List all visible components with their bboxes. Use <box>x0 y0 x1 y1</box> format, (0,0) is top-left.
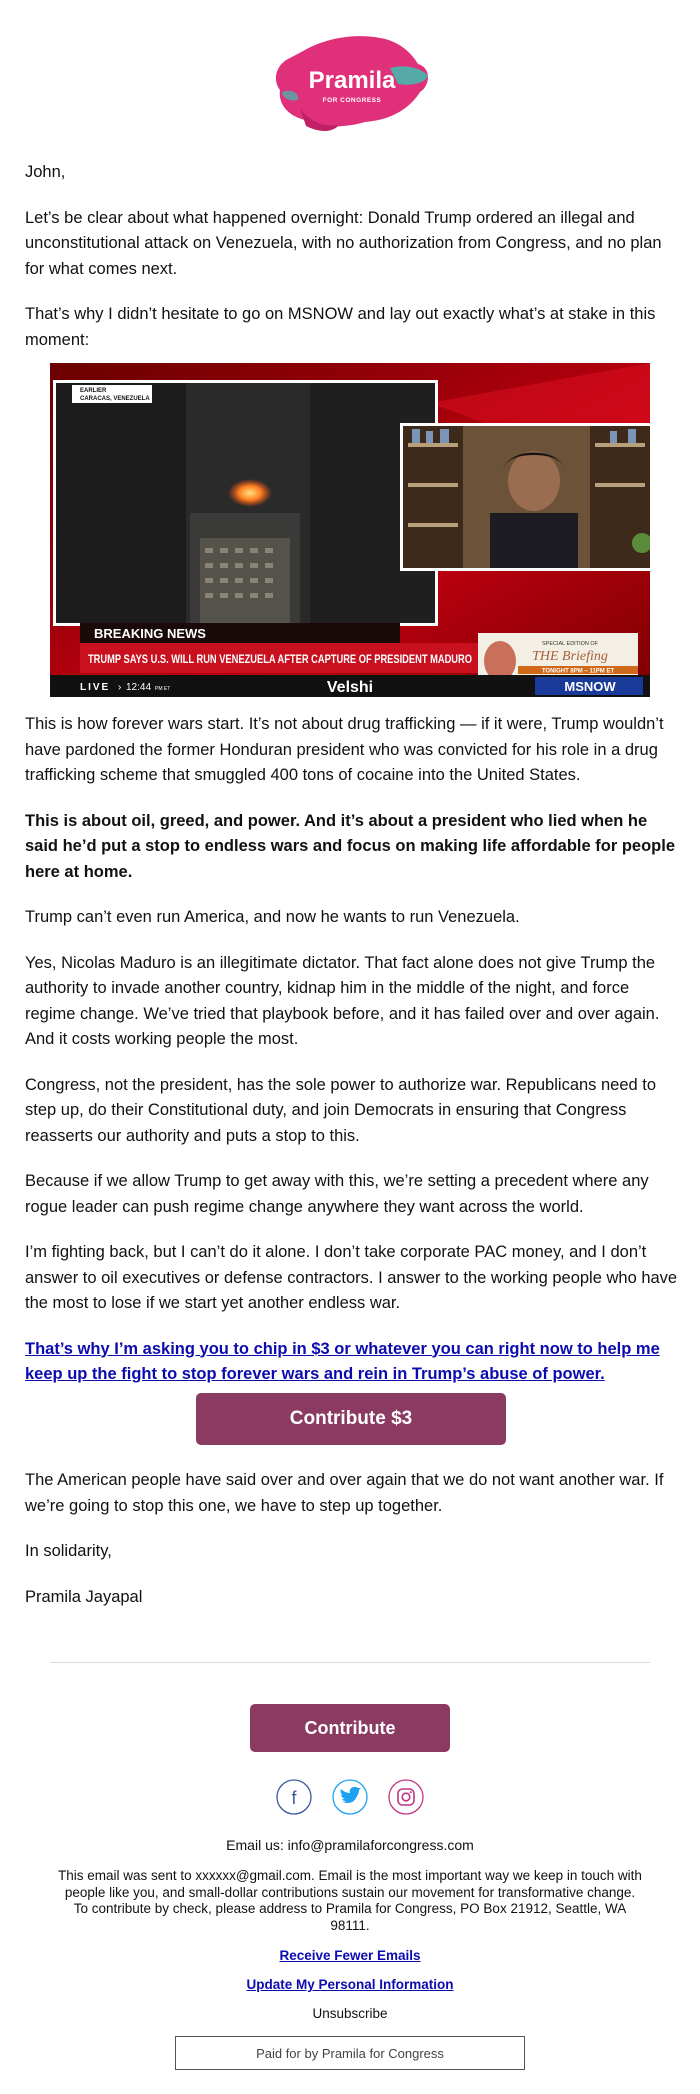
show-name: Velshi <box>326 679 374 696</box>
breaking-news-label: BREAKING NEWS <box>94 626 206 641</box>
instagram-icon[interactable] <box>389 1780 423 1814</box>
update-info-link[interactable]: Update My Personal Information <box>246 1977 454 1992</box>
facebook-icon[interactable] <box>277 1780 311 1814</box>
twitter-icon[interactable] <box>333 1780 367 1814</box>
logo-tagline: FOR CONGRESS <box>322 97 382 104</box>
paragraph-6: Yes, Nicolas Maduro is an illegitimate dictator. That fact alone does not give Trump the authority to invade another country, kidnap him in the middle of the night, and force regime change. We’ve tried that playbook before, and it has failed over and over again. And it costs working people the most. <box>25 953 660 1048</box>
paragraph-5: Trump can’t even run America, and now he wants to run Venezuela. <box>25 908 520 926</box>
logo-name: Pramila <box>308 67 396 94</box>
promo-top: SPECIAL EDITION OF <box>541 641 599 647</box>
svg-text:f: f <box>291 1788 297 1808</box>
paragraph-4: This is about oil, greed, and power. And it’s about a president who lied when he said he’d put a stop to endless wars and focus on making life affordable for people here at home. <box>25 811 676 881</box>
paragraph-10: The American people have said over and over again that we do not want another war. If we’re going to stop this one, we have to step up together. <box>25 1471 664 1515</box>
network-logo: MSNOW <box>564 679 616 694</box>
paragraph-2: That’s why I didn’t hesitate to go on MSNOW and lay out exactly what’s at stake in this moment: <box>25 305 656 349</box>
live-time-suffix: PM ET <box>155 686 171 692</box>
paragraph-7: Congress, not the president, has the sole power to authorize war. Republicans need to step up, do their Constitutional duty, and join Democrats in ensuring that Congress reasserts our authority and puts a stop to this. <box>25 1075 657 1145</box>
signature: Pramila Jayapal <box>25 1587 143 1606</box>
email-body <box>25 712 680 1408</box>
donate-link[interactable]: That’s why I’m asking you to chip in $3 or whatever you can right now to help me keep up the fight to stop forever wars and rein in Trump’s abuse of power. <box>25 1339 660 1383</box>
footer-divider <box>50 1662 650 1663</box>
location-label-2: CARACAS, VENEZUELA <box>80 396 150 402</box>
contact-email: Email us: info@pramilaforcongress.com <box>226 1837 474 1853</box>
msnow-broadcast-still <box>50 363 650 697</box>
promo-show: THE Briefing <box>532 649 608 664</box>
contribute-3-button[interactable]: Contribute $3 <box>196 1393 506 1445</box>
promo-time: TONIGHT 8PM – 11PM ET <box>541 668 615 675</box>
paragraph-1: Let’s be clear about what happened overnight: Donald Trump ordered an illegal and unconstitutional attack on Venezuela, with no authorization from Congress, and no plan for what comes next. <box>25 208 662 278</box>
paragraph-8: Because if we allow Trump to get away with this, we’re setting a precedent where any rogue leader can push regime change anywhere they want across the world. <box>25 1172 649 1216</box>
email-intro <box>25 160 680 373</box>
live-time: 12:44 <box>126 682 152 693</box>
social-links <box>0 1777 700 1817</box>
email-closing <box>25 1468 680 1630</box>
video-thumbnail[interactable] <box>50 363 650 697</box>
live-arrow-icon: › <box>118 682 122 693</box>
signoff: In solidarity, <box>25 1542 112 1560</box>
headline-ticker: TRUMP SAYS U.S. WILL RUN VENEZUELA AFTER CAPTURE OF PRESIDENT MADURO <box>88 654 473 666</box>
paragraph-3: This is how forever wars start. It’s not about drug trafficking — if it were, Trump wouldn’t have pardoned the former Honduran president who was convicted for his role in a drug trafficking scheme that smuggled 400 tons of cocaine into the United States. <box>25 715 664 784</box>
paid-for-disclaimer: Paid for by Pramila for Congress <box>175 2036 525 2070</box>
footer-disclaimer: This email was sent to xxxxxx@gmail.com. Email is the most important way we keep in touch with people like you, and small-dollar contributions sustain our movement for transformative change. To contribute by check, please address to Pramila for Congress, PO Box 21912, Seattle, WA 98111. <box>58 1868 642 1933</box>
paragraph-9: I’m fighting back, but I can’t do it alone. I don’t take corporate PAC money, and I don’t answer to oil executives or defense contractors. I answer to the working people who have the most to lose if we start yet another endless war. <box>25 1243 678 1312</box>
greeting: John, <box>25 163 66 181</box>
footer-contribute-button[interactable]: Contribute <box>250 1704 450 1752</box>
location-label-1: EARLIER <box>80 388 107 394</box>
fewer-emails-link[interactable]: Receive Fewer Emails <box>279 1948 421 1963</box>
live-label: LIVE <box>80 682 111 693</box>
pramila-logo[interactable] <box>0 28 700 138</box>
logo-header <box>0 28 700 138</box>
unsubscribe-link[interactable]: Unsubscribe <box>312 2006 388 2021</box>
